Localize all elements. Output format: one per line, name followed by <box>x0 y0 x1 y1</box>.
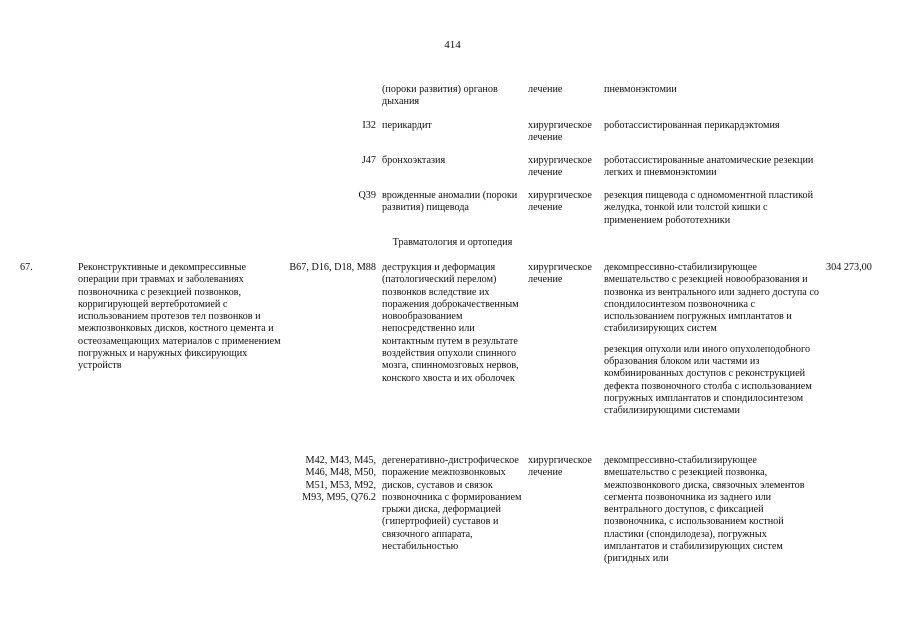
treatment-type-cell: хирургическое лечение <box>528 155 592 179</box>
treatment-type-cell: хирургическое лечение <box>528 262 592 286</box>
code-cell: J47 <box>361 155 376 166</box>
method-cell: резекция пищевода с одномоментной пластикой желудка, тонкой или толстой кишки с применением робототехники <box>604 190 814 226</box>
treatment-type-cell: хирургическое лечение <box>528 190 592 214</box>
code-cell: I32 <box>362 120 376 131</box>
method-cell: декомпрессивно-стабилизирующее вмешательство с резекцией позвонка, межпозвонкового диска, связочных элементов сегмента позвоночника из заднего или вентрального доступов, с фиксацией позвоночника, с использованием костной пластики (спондилодеза), погружных имплантатов и стабилизирующих систем (ригидных или <box>604 455 805 565</box>
diagnosis-cell: врожденные аномалии (пороки развития) пищевода <box>382 190 518 214</box>
diagnosis-cell: дегенеративно-дистрофическое поражение межпозвонковых дисков, суставов и связок позвоночника с формированием грыжи диска, деформацией (гипертрофией) суставов и связочного аппарата, нестабильностью <box>382 455 522 553</box>
paragraph-gap <box>604 336 819 344</box>
method-text: декомпрессивно-стабилизирующее вмешательство с резекцией новообразования и позвонка из вентрального или заднего доступа со спондилосинтезом позвоночника с использованием погружных имплантатов и стабилизирующих систем <box>604 262 819 335</box>
code-cell: M42, M43, M45, M46, M48, M50, M51, M53, M92, M93, M95, Q76.2 <box>302 455 376 503</box>
code-cell: B67, D16, D18, M88 <box>289 262 376 273</box>
method-cell: роботассистированная перикардэктомия <box>604 120 780 131</box>
diagnosis-cell: (пороки развития) органов дыхания <box>382 84 498 108</box>
diagnosis-cell: деструкция и деформация (патологический перелом) позвонков вследствие их поражения доброкачественным новообразованием непосредственно или контактным путем в результате воздействия опухоли спинного мозга, спинномозговых нервов, конского хвоста и их оболочек <box>382 262 519 384</box>
code-cell: Q39 <box>358 190 376 201</box>
page-number: 414 <box>444 39 461 51</box>
diagnosis-cell: перикардит <box>382 120 432 131</box>
price-cell: 304 273,00 <box>826 262 872 273</box>
treatment-type-cell: хирургическое лечение <box>528 120 592 144</box>
treatment-type-cell: лечение <box>528 84 563 95</box>
intervention-name-cell: Реконструктивные и декомпрессивные операции при травмах и заболеваниях позвоночника с резекцией позвонков, корригирующей вертебротомией с использованием протезов тел позвонков и межпозвонковых дисков, костного цемента и остеозамещающих материалов с применением погружных и наружных фиксирующих устройств <box>78 262 281 372</box>
method-cell: пневмонэктомии <box>604 84 677 95</box>
row-number: 67. <box>20 262 33 273</box>
method-cell: роботассистированные анатомические резекции легких и пневмонэктомии <box>604 155 814 179</box>
treatment-type-cell: хирургическое лечение <box>528 455 592 479</box>
diagnosis-cell: бронхоэктазия <box>382 155 446 166</box>
method-cell-group <box>604 262 819 418</box>
method-text: резекция опухоли или иного опухолеподобного образования блоком или частями из комбинированных доступов с реконструкцией дефекта позвоночного столба с использованием погружных имплантатов и спондилосинтезом стабилизирующими системами <box>604 343 812 417</box>
section-title: Травматология и ортопедия <box>392 237 513 248</box>
